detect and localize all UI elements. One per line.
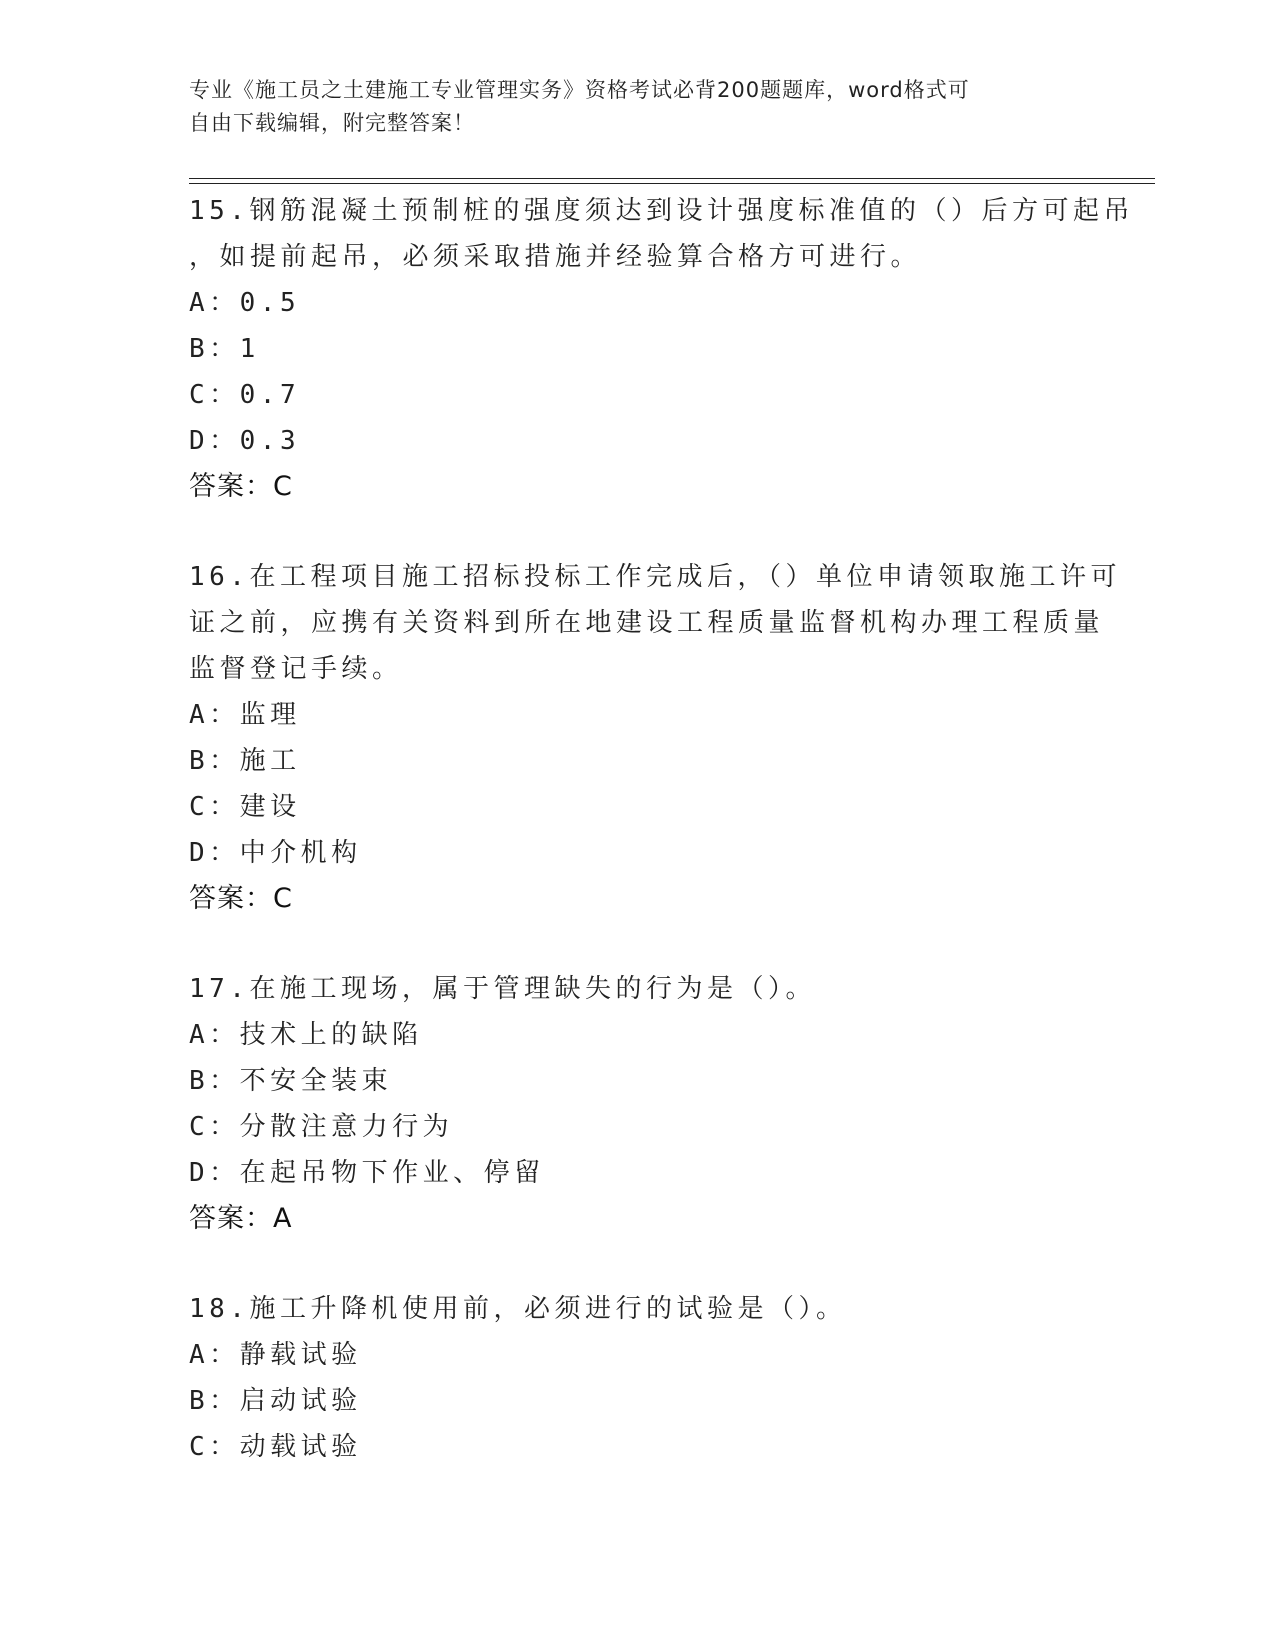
- option-c: C：0.7: [189, 380, 301, 410]
- question-15: [189, 188, 1134, 510]
- answer-label: 答案：A: [189, 1203, 293, 1234]
- question-text: 证之前，应携有关资料到所在地建设工程质量监督机构办理工程质量: [189, 608, 1105, 638]
- option-c: C：动载试验: [189, 1432, 362, 1462]
- option-d: D：中介机构: [189, 838, 362, 868]
- option-b: B：启动试验: [189, 1386, 362, 1416]
- header-line-1: 专业《施工员之土建施工专业管理实务》资格考试必背200题题库，word格式可: [189, 78, 970, 102]
- option-b: B：1: [189, 334, 260, 364]
- question-text: 18.施工升降机使用前，必须进行的试验是（）。: [189, 1294, 847, 1324]
- option-a: A：0.5: [189, 288, 301, 318]
- answer-label: 答案：C: [189, 471, 293, 502]
- option-b: B：不安全装束: [189, 1066, 393, 1096]
- option-a: A：静载试验: [189, 1340, 362, 1370]
- option-a: A：技术上的缺陷: [189, 1020, 423, 1050]
- question-text: 17.在施工现场，属于管理缺失的行为是（）。: [189, 974, 816, 1004]
- answer-label: 答案：C: [189, 883, 293, 914]
- option-a: A：监理: [189, 700, 301, 730]
- question-text: 15.钢筋混凝土预制桩的强度须达到设计强度标准值的（）后方可起吊: [189, 196, 1134, 226]
- question-16: [189, 554, 1121, 922]
- document-header: [189, 74, 1069, 140]
- header-divider-bottom: [189, 183, 1155, 184]
- header-divider-top: [189, 178, 1155, 179]
- option-d: D：0.3: [189, 426, 301, 456]
- option-d: D：在起吊物下作业、停留: [189, 1158, 545, 1188]
- option-c: C：建设: [189, 792, 301, 822]
- question-18: [189, 1286, 1089, 1470]
- question-text: ，如提前起吊，必须采取措施并经验算合格方可进行。: [189, 242, 922, 272]
- question-17: [189, 966, 1089, 1242]
- header-line-2: 自由下载编辑，附完整答案！: [189, 111, 475, 135]
- option-b: B：施工: [189, 746, 301, 776]
- option-c: C：分散注意力行为: [189, 1112, 454, 1142]
- question-text: 监督登记手续。: [189, 654, 403, 684]
- question-text: 16.在工程项目施工招标投标工作完成后，（）单位申请领取施工许可: [189, 562, 1121, 592]
